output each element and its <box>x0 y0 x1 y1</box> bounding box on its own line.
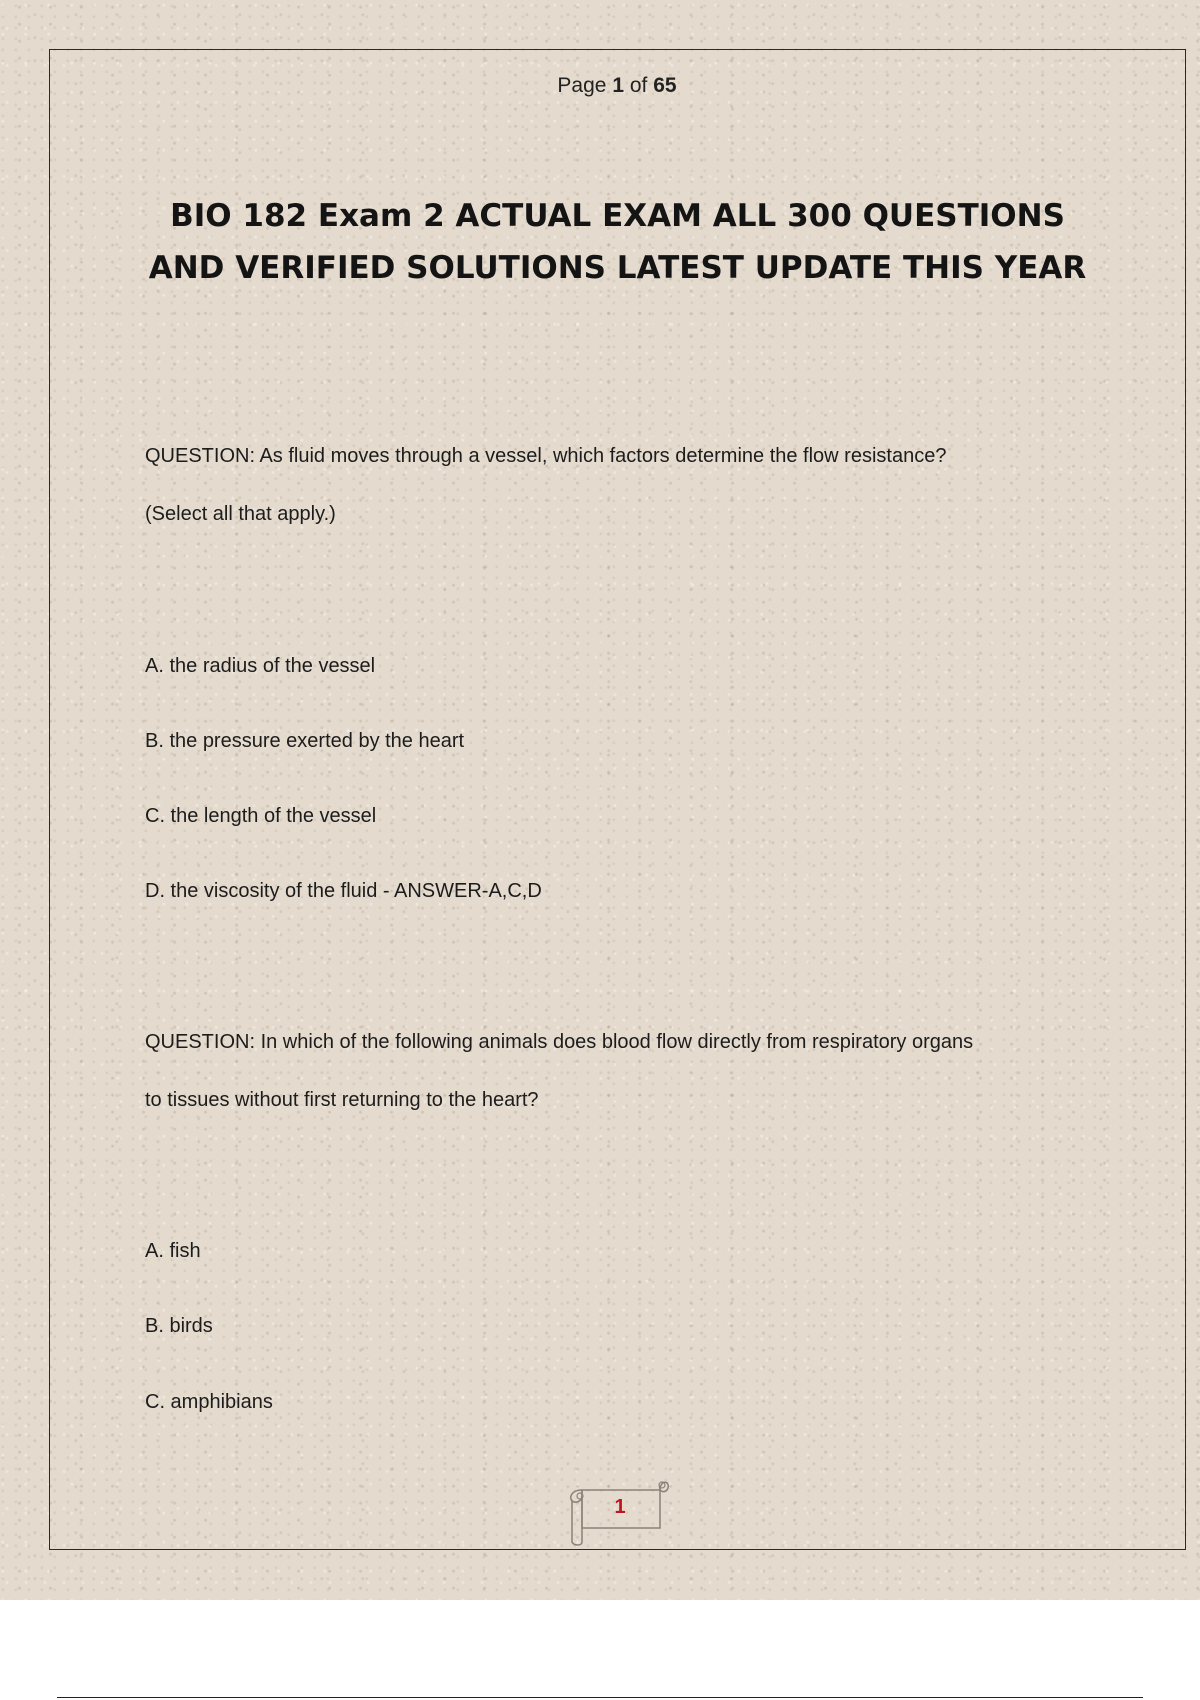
question-2-option-b: B. birds <box>145 1315 213 1337</box>
footer-page-number: 1 <box>614 1496 626 1518</box>
question-2-option-a: A. fish <box>145 1240 201 1262</box>
question-1-instruction: (Select all that apply.) <box>145 503 336 525</box>
question-1-option-b: B. the pressure exerted by the heart <box>145 730 465 752</box>
question-1-option-a: A. the radius of the vessel <box>145 655 376 677</box>
question-1-option-d-with-answer: D. the viscosity of the fluid - ANSWER-A,C,D <box>145 880 542 902</box>
page-prefix: Page <box>557 74 607 97</box>
question-2-option-c: C. amphibians <box>145 1391 273 1413</box>
page-current: 1 <box>612 74 624 97</box>
question-2-text-continued: to tissues without first returning to the heart? <box>145 1089 539 1111</box>
bottom-divider <box>57 1697 1143 1698</box>
question-2-text: QUESTION: In which of the following animals does blood flow directly from respiratory organs <box>145 1031 974 1053</box>
question-1-text: QUESTION: As fluid moves through a vessel, which factors determine the flow resistance? <box>145 445 947 467</box>
page-of: of <box>629 74 648 97</box>
question-1-option-c: C. the length of the vessel <box>145 805 377 827</box>
page-counter <box>0 74 1200 98</box>
document-title: BIO 182 Exam 2 ACTUAL EXAM ALL 300 QUESTIONS AND VERIFIED SOLUTIONS LATEST UPDATE THIS YEAR <box>148 198 1087 286</box>
page-total: 65 <box>653 74 677 97</box>
